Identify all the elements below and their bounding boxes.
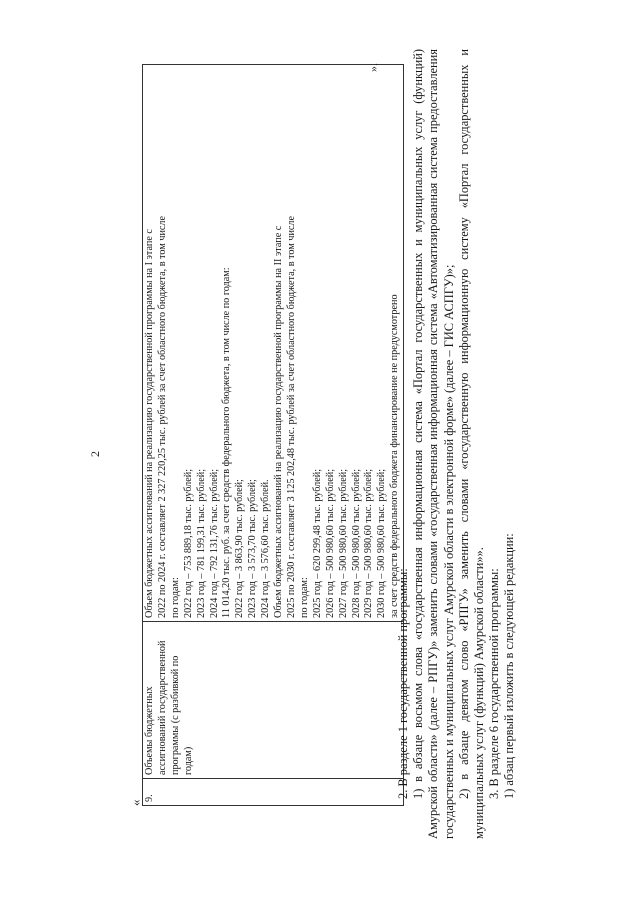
opening-quote-mark: « xyxy=(128,799,143,806)
amendment-text xyxy=(396,49,518,839)
content-line: по годам: xyxy=(169,577,181,618)
content-line: Объем бюджетных ассигнований на реализацию государственной программы на II этапе с xyxy=(273,225,285,618)
content-line: за счет средств федерального бюджета финансирование не предусмотрено xyxy=(389,294,401,618)
content-line: 2026 год – 500 980,60 тыс. рублей; xyxy=(324,468,336,618)
budget-table xyxy=(142,64,404,806)
closing-quote-mark: ». xyxy=(366,63,380,72)
content-line: 2025 год – 620 299,48 тыс. рублей; xyxy=(311,468,323,618)
page-number: 2 xyxy=(88,451,102,457)
row-number: 9. xyxy=(143,779,404,806)
paragraph: 2) в абзаце девятом слово «РПГУ» заменить словами «государственную информационную систему «Портал государственных и муниципальных услуг (функций) Амурской области»». xyxy=(456,49,487,839)
content-line: 2029 год – 500 980,60 тыс. рублей; xyxy=(363,468,375,618)
content-line: 2030 год – 500 980,60 тыс. рублей; xyxy=(376,468,388,618)
content-line: 2024 год – 3 576,60 тыс. рублей. xyxy=(260,479,272,618)
paragraph: 2. В разделе 1 государственной программы: xyxy=(396,568,410,799)
content-line: 2028 год – 500 980,60 тыс. рублей; xyxy=(350,468,362,618)
content-line: 2022 по 2024 г. составляет 2 327 220,25 тыс. рублей за счет областного бюджета, в том числе xyxy=(156,215,168,618)
paragraph: 1) абзац первый изложить в следующей редакции: xyxy=(502,533,517,799)
content-line: 2023 год – 3 573,70 тыс. рублей; xyxy=(247,479,259,618)
content-line: 2024 год – 792 131,76 тыс. рублей; xyxy=(208,468,220,618)
content-line: по годам: xyxy=(298,577,310,618)
table-row xyxy=(143,65,404,806)
content-line: 11 014,20 тыс. руб. за счет средств федерального бюджета, в том числе по годам: xyxy=(221,267,233,618)
row-label: Объемы бюджетных ассигнований государственной программы (с разбивкой по годам) xyxy=(143,622,404,779)
content-line: 2022 год – 3 863,90 тыс. рублей; xyxy=(234,479,246,618)
row-content xyxy=(143,65,404,622)
paragraph: 3. В разделе 6 государственной программы: xyxy=(487,568,502,799)
content-line: 2022 год – 753 889,18 тыс. рублей; xyxy=(182,468,194,618)
content-line: 2025 по 2030 г. составляет 3 125 202,48 тыс. рублей за счет областного бюджета, в том числе xyxy=(285,215,297,618)
content-line: Объем бюджетных ассигнований на реализацию государственной программы на I этапе с xyxy=(144,229,155,618)
content-line: 2023 год – 781 199,31 тыс. рублей; xyxy=(195,468,207,618)
content-line: 2027 год – 500 980,60 тыс. рублей; xyxy=(337,468,349,618)
paragraph: 1) в абзаце восьмом слова «государственная информационная система «Портал государственных и муниципальных услуг (функций) Амурской области» (далее – РПГУ)» заменить словами «государственная информационная система «Автоматизированная система предоставления государственных и муниципальных услуг Амурской области в электронной форме» (далее – ГИС АСПГУ)»; xyxy=(411,49,456,839)
